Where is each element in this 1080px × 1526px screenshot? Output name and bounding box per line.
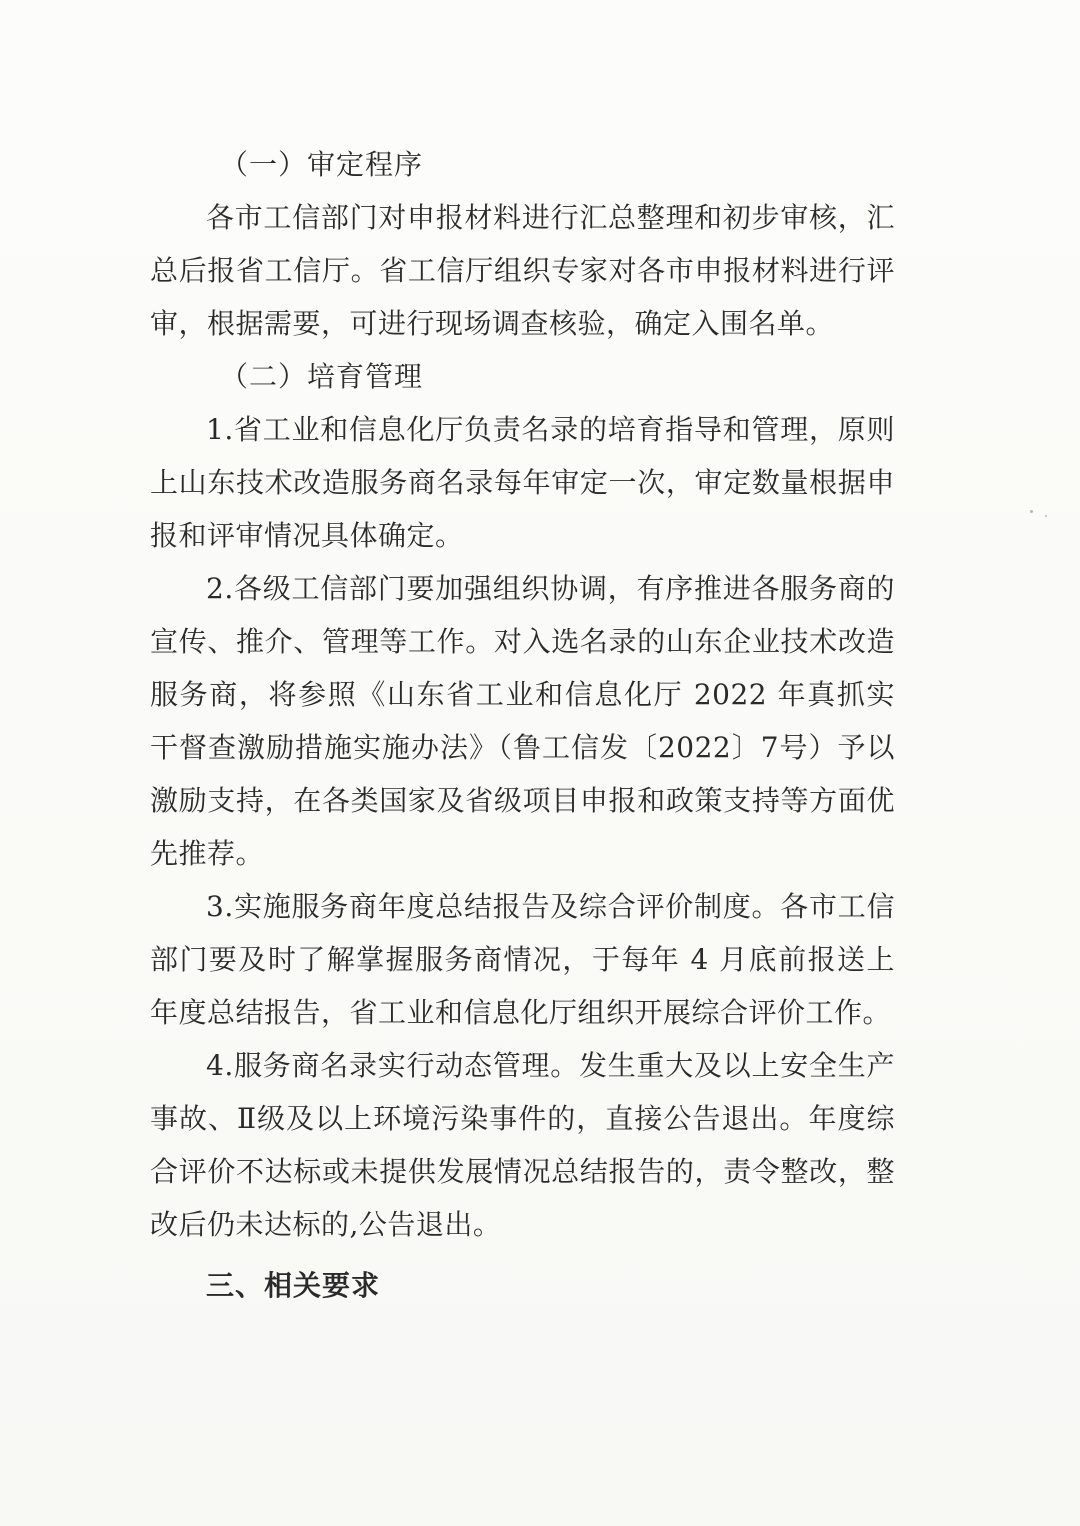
paragraph-item-1: 1.省工业和信息化厅负责名录的培育指导和管理，原则上山东技术改造服务商名录每年审定一次，审定数量根据申报和评审情况具体确定。: [150, 413, 895, 552]
paragraph-item-2: 2.各级工信部门要加强组织协调，有序推进各服务商的宣传、推介、管理等工作。对入选名录的山东企业技术改造服务商，将参照《山东省工业和信息化厅 2022 年真抓实干督查激励措施实施办法》（鲁工信发〔2022〕7号）予以激励支持，在各类国家及省级项目申报和政策支持等方面优先推荐。: [150, 572, 895, 870]
subheading-review-procedure: （一）审定程序: [220, 148, 424, 181]
document-body: [150, 138, 895, 1312]
paragraph-review-procedure: 各市工信部门对申报材料进行汇总整理和初步审核，汇总后报省工信厅。省工信厅组织专家对各市申报材料进行评审，根据需要，可进行现场调查核验，确定入围名单。: [150, 201, 895, 340]
section-heading-related-requirements: 三、相关要求: [206, 1269, 381, 1302]
paragraph-item-4: 4.服务商名录实行动态管理。发生重大及以上安全生产事故、Ⅱ级及以上环境污染事件的，直接公告退出。年度综合评价不达标或未提供发展情况总结报告的，责令整改，整改后仍未达标的,公告退出。: [150, 1049, 895, 1241]
paragraph-item-3: 3.实施服务商年度总结报告及综合评价制度。各市工信部门要及时了解掌握服务商情况，于每年 4 月底前报送上年度总结报告，省工业和信息化厅组织开展综合评价工作。: [150, 890, 895, 1029]
scan-speck: [1045, 515, 1047, 517]
subheading-cultivation-management: （二）培育管理: [220, 360, 424, 393]
scan-speck: [1030, 510, 1033, 513]
